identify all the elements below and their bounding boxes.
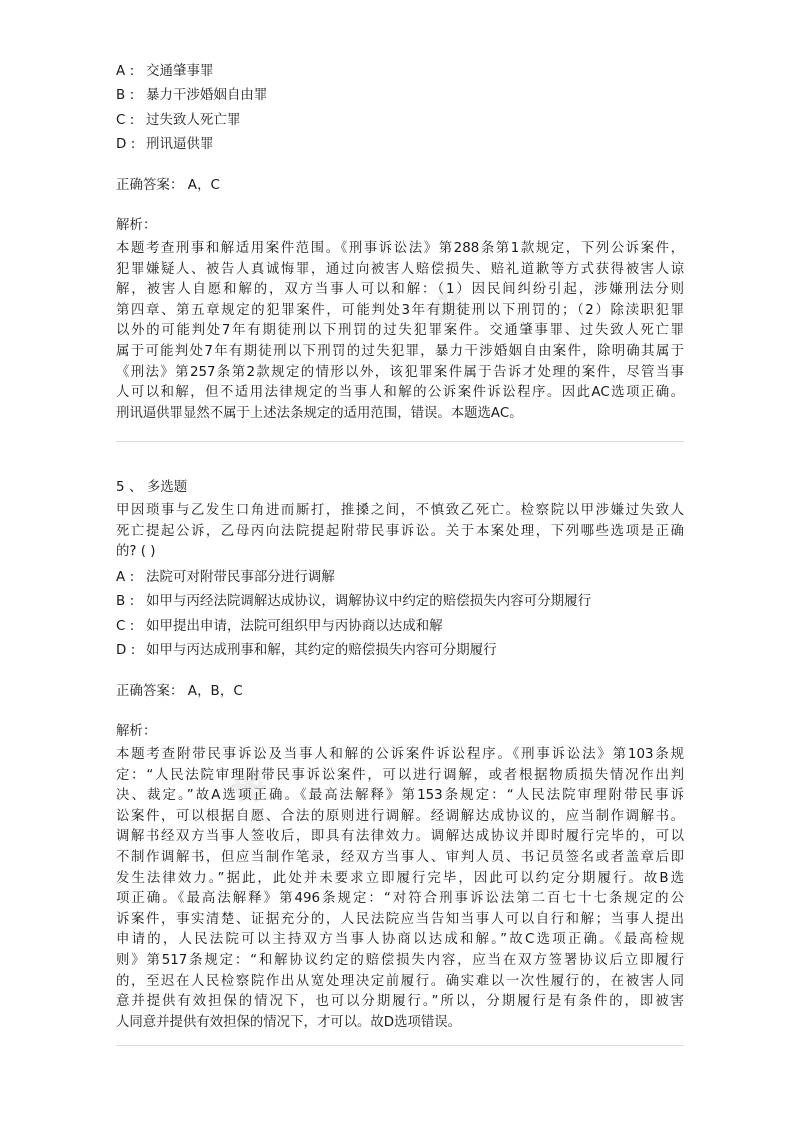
analysis-line: 定：“人民法院审理附带民事诉讼案件，可以进行调解，或者根据物质损失情况作出判 [116, 767, 684, 783]
analysis-line: 解，被害人自愿和解的，双方当事人可以和解：（1）因民间纠纷引起，涉嫌刑法分则 [116, 282, 684, 298]
q5-analysis-label: 解析： [116, 724, 157, 739]
watermark: ❄ [219, 754, 279, 820]
option-key: A : [116, 64, 135, 79]
analysis-line: 项正确。《最高法解释》第496条规定：“对符合刑事诉讼法第二百七十七条规定的公 [116, 891, 684, 907]
option-text: 如甲提出申请，法院可组织甲与丙协商以达成和解 [146, 619, 443, 634]
analysis-line: 决、裁定。”故A选项正确。《最高法解释》第153条规定：“人民法院审理附带民事诉 [116, 788, 684, 804]
q4-option-c [116, 109, 240, 133]
analysis-line: 发生法律效力。”据此，此处并未要求立即履行完毕，因此可以约定分期履行。故B选 [116, 870, 684, 886]
option-key: A : [116, 570, 135, 585]
q4-option-a [116, 60, 213, 84]
option-key: D : [116, 643, 136, 658]
analysis-line: 不制作调解书，但应当制作笔录，经双方当事人、审判人员、书记员签名或者盖章后即 [116, 849, 684, 865]
analysis-line: 则》第517条规定：“和解协议约定的赔偿损失内容，应当在双方签署协议后立即履行 [116, 952, 684, 968]
section-divider [116, 441, 684, 442]
analysis-line: 属于可能判处7年有期徒刑以下刑罚的过失犯罪，暴力干涉婚姻自由案件，除明确其属于 [116, 343, 684, 359]
analysis-line: 本题考查附带民事诉讼及当事人和解的公诉案件诉讼程序。《刑事诉讼法》第103条规 [116, 747, 684, 762]
q4-option-b [116, 84, 267, 108]
analysis-line: 诉案件，事实清楚、证据充分的，人民法院应当告知当事人可以自行和解；当事人提出 [116, 911, 684, 927]
q5-option-d [116, 639, 497, 663]
analysis-line: 讼案件，可以根据自愿、合法的原则进行调解。经调解达成协议的，应当制作调解书。 [116, 808, 684, 824]
q5-option-c [116, 615, 443, 639]
stem-line: 死亡提起公诉，乙母丙向法院提起附带民事诉讼。关于本案处理，下列哪些选项是正确 [116, 523, 684, 539]
q5-analysis [116, 745, 684, 1033]
stem-line: 的? ( ) [116, 544, 156, 560]
analysis-line: 人同意并提供有效担保的情况下，才可以。故D选项错误。 [116, 1014, 462, 1030]
option-key: D : [116, 137, 136, 152]
option-text: 刑讯逼供罪 [146, 137, 214, 152]
option-text: 暴力干涉婚姻自由罪 [146, 88, 268, 103]
q5-answer: 正确答案： A，B，C [116, 684, 243, 699]
q4-analysis-label: 解析： [116, 218, 157, 233]
option-text: 如甲与丙经法院调解达成协议，调解协议中约定的赔偿损失内容可分期履行 [146, 594, 592, 609]
analysis-line: 《刑法》第257条第2款规定的情形以外，该犯罪案件属于告诉才处理的案件，尽管当事 [116, 364, 684, 380]
option-key: B : [116, 88, 135, 103]
option-key: B : [116, 594, 135, 609]
option-text: 法院可对附带民事部分进行调解 [146, 570, 335, 585]
analysis-line: 犯罪嫌疑人、被告人真诚悔罪，通过向被害人赔偿损失、赔礼道歉等方式获得被害人谅 [116, 261, 684, 277]
option-key: C : [116, 619, 135, 634]
q5-header: 5 、 多选题 [116, 480, 188, 495]
q4-analysis [116, 239, 684, 424]
analysis-line: 刑讯逼供罪显然不属于上述法条规定的适用范围，错误。本题选AC。 [116, 405, 523, 421]
q4-answer: 正确答案： A，C [116, 178, 221, 193]
analysis-line: 调解书经双方当事人签收后，即具有法律效力。调解达成协议并即时履行完毕的，可以 [116, 829, 684, 845]
q5-stem [116, 501, 684, 563]
analysis-line: 意并提供有效担保的情况下，也可以分期履行。”所以，分期履行是有条件的，即被害 [116, 994, 684, 1010]
section-divider [116, 1045, 684, 1046]
option-text: 过失致人死亡罪 [146, 113, 241, 128]
analysis-line: 申请的，人民法院可以主持双方当事人协商以达成和解。”故C选项正确。《最高检规 [116, 932, 684, 948]
q4-option-d [116, 133, 213, 157]
option-text: 交通肇事罪 [146, 64, 214, 79]
analysis-line: 第四章、第五章规定的犯罪案件，可能判处3年有期徒刑以下刑罚的；（2）除渎职犯罪 [116, 302, 684, 318]
watermark: ❄ [419, 274, 479, 340]
q5-option-b [116, 590, 591, 614]
q5-option-a [116, 566, 335, 590]
analysis-line: 的，至迟在人民检察院作出从宽处理决定前履行。确实难以一次性履行的，在被害人同 [116, 973, 684, 989]
option-key: C : [116, 113, 135, 128]
analysis-line: 以外的可能判处7年有期徒刑以下刑罚的过失犯罪案件。交通肇事罪、过失致人死亡罪 [116, 323, 684, 339]
option-text: 如甲与丙达成刑事和解，其约定的赔偿损失内容可分期履行 [146, 643, 497, 658]
analysis-line: 本题考查刑事和解适用案件范围。《刑事诉讼法》第288条第1款规定，下列公诉案件， [116, 241, 684, 256]
stem-line: 甲因琐事与乙发生口角进而厮打，推搡之间，不慎致乙死亡。检察院以甲涉嫌过失致人 [116, 503, 684, 518]
analysis-line: 人可以和解，但不适用法律规定的当事人和解的公诉案件诉讼程序。因此AC选项正确。 [116, 385, 684, 401]
